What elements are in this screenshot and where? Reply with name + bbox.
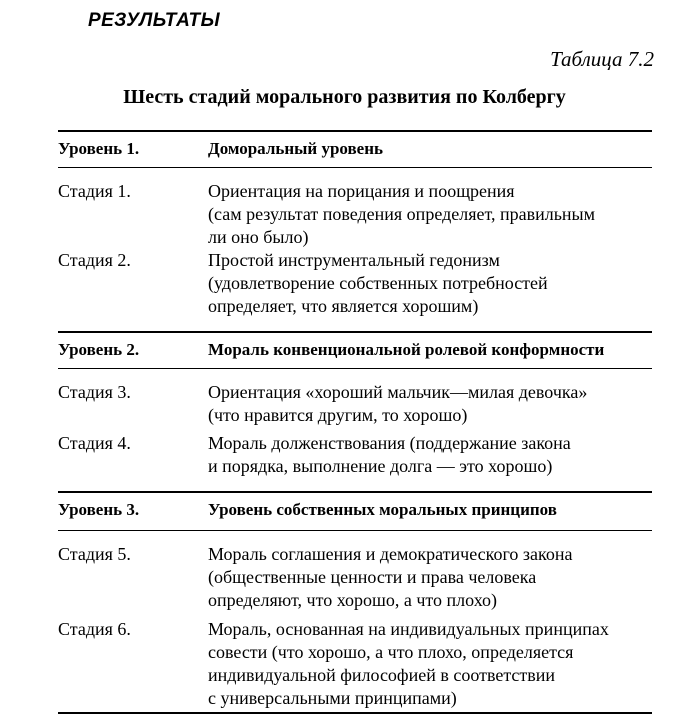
table-rule (58, 130, 652, 132)
stage-description (208, 249, 668, 318)
level-name: Уровень собственных моральных принципов (208, 500, 557, 519)
stage-description-line: Мораль, основанная на индивидуальных принципах (208, 619, 609, 639)
stage-description-line: (общественные ценности и права человека (208, 567, 537, 587)
stage-description (208, 432, 668, 478)
stage-label: Стадия 4. (58, 433, 131, 453)
stage-description-line: определяет, что является хорошим) (208, 296, 479, 316)
stage-description-line: Мораль долженствования (поддержание закона (208, 433, 571, 453)
stage-description-line: ли оно было) (208, 227, 309, 247)
stage-description-line: (удовлетворение собственных потребностей (208, 273, 548, 293)
table-rule (58, 712, 652, 714)
table-number: Таблица 7.2 (550, 47, 654, 71)
table-rule (58, 331, 652, 333)
stage-description-line: Мораль соглашения и демократического закона (208, 544, 573, 564)
table-rule (58, 167, 652, 168)
level-name: Доморальный уровень (208, 139, 384, 158)
table-rule (58, 530, 652, 531)
table-title: Шесть стадий морального развития по Колбергу (123, 86, 566, 108)
level-label: Уровень 2. (58, 340, 140, 359)
level-label: Уровень 1. (58, 139, 140, 158)
stage-description-line: определяют, что хорошо, а что плохо) (208, 590, 498, 610)
stage-description-line: Простой инструментальный гедонизм (208, 250, 500, 270)
stage-description-line: совести (что хорошо, а что плохо, определяется (208, 642, 574, 662)
stage-description-line: с универсальными принципами) (208, 688, 457, 708)
table-rule (58, 491, 652, 493)
stage-description-line: и порядка, выполнение долга — это хорошо) (208, 456, 553, 476)
stage-description-line: индивидуальной философией в соответствии (208, 665, 556, 685)
stage-description (208, 381, 668, 427)
stage-label: Стадия 6. (58, 619, 131, 639)
stage-label: Стадия 3. (58, 382, 131, 402)
stage-label: Стадия 5. (58, 544, 131, 564)
section-heading: РЕЗУЛЬТАТЫ (88, 10, 221, 31)
stage-description-line: Ориентация «хороший мальчик—милая девочка» (208, 382, 588, 402)
level-label: Уровень 3. (58, 500, 140, 519)
stage-description-line: (сам результат поведения определяет, правильным (208, 204, 596, 224)
stage-description (208, 618, 668, 710)
level-name: Мораль конвенциональной ролевой конформности (208, 340, 605, 359)
table-rule (58, 368, 652, 369)
stage-description-line: Ориентация на порицания и поощрения (208, 181, 515, 201)
stage-label: Стадия 2. (58, 250, 131, 270)
stage-description-line: (что нравится другим, то хорошо) (208, 405, 468, 425)
stage-description (208, 543, 668, 612)
stage-description (208, 180, 668, 249)
stage-label: Стадия 1. (58, 181, 131, 201)
